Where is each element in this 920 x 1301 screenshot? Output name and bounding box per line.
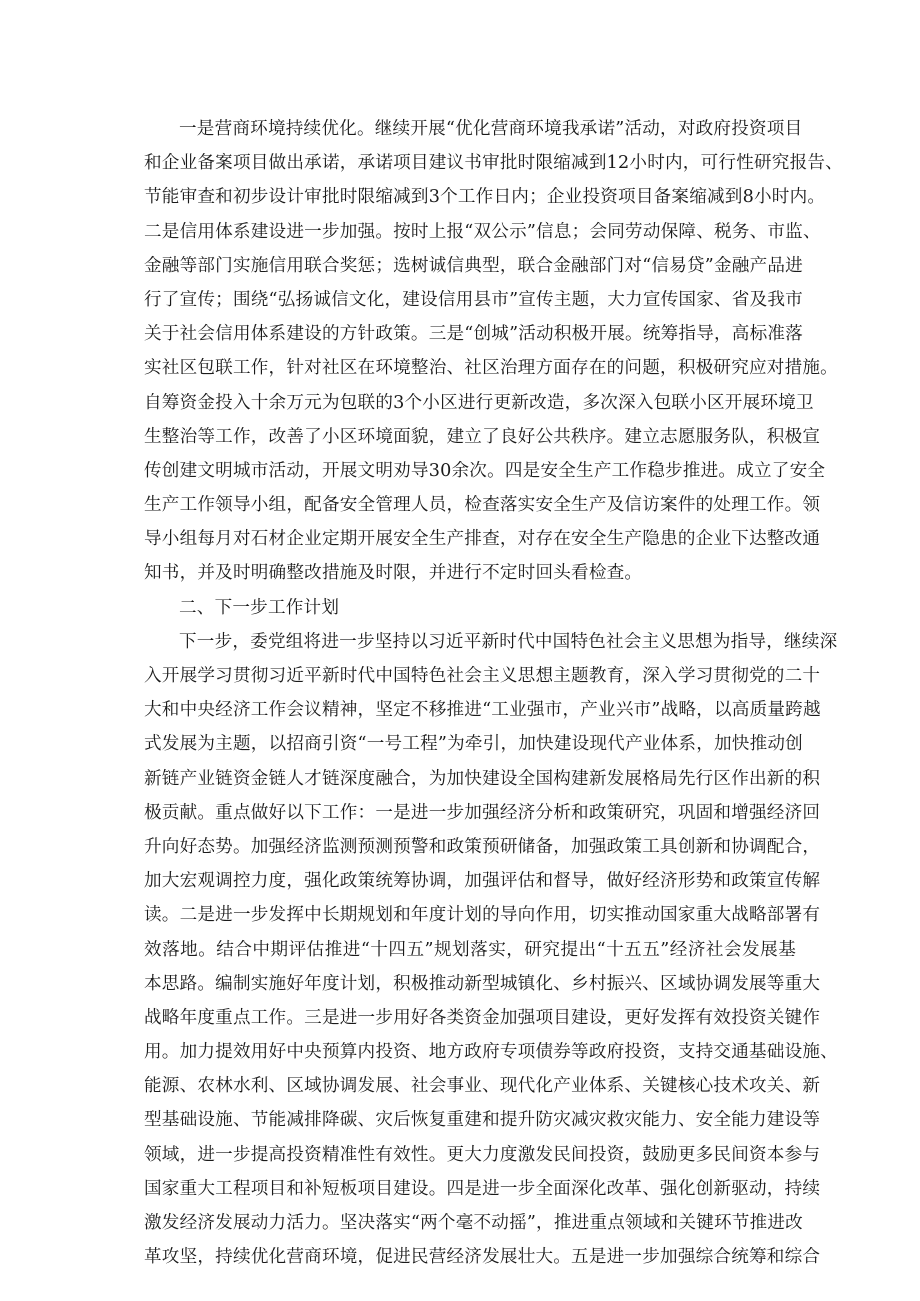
- text-line: 传创建文明城市活动，开展文明劝导30余次。四是安全生产工作稳步推进。成立了安全: [144, 460, 826, 481]
- paragraph-business-environment: [144, 112, 843, 591]
- paragraph-next-steps: [144, 625, 838, 1275]
- text-line: 入开展学习贯彻习近平新时代中国特色社会主义思想主题教育，深入学习贯彻党的二十: [144, 666, 821, 686]
- text-line: 用。加力提效用好中央预算内投资、地方政府专项债券等政府投资，支持交通基础设施、: [144, 1042, 838, 1063]
- text-line: 自筹资金投入十余万元为包联的3个小区进行更新改造，多次深入包联小区开展环境卫: [144, 392, 814, 413]
- text-line: 式发展为主题，以招商引资“一号工程”为牵引，加快建设现代产业体系，加快推动创: [144, 734, 803, 755]
- text-line: 激发经济发展动力活力。坚决落实“两个毫不动摇”，推进重点领域和关键环节推进改: [144, 1213, 803, 1233]
- text-line: 节能审查和初步设计审批时限缩减到3个工作日内；企业投资项目备案缩减到8小时内。: [144, 187, 826, 208]
- text-line: 极贡献。重点做好以下工作：一是进一步加强经济分析和政策研究，巩固和增强经济回: [144, 802, 821, 823]
- text-line: 领域，进一步提高投资精准性有效性。更大力度激发民间投资，鼓励更多民间资本参与: [144, 1144, 821, 1165]
- text-line: 下一步，委党组将进一步坚持以习近平新时代中国特色社会主义思想为指导，继续深: [179, 631, 838, 652]
- text-line: 二是信用体系建设进一步加强。按时上报“双公示”信息；会同劳动保障、税务、市监、: [144, 221, 821, 242]
- text-line: 加大宏观调控力度，强化政策统筹协调，加强评估和督导，做好经济形势和政策宣传解: [144, 871, 821, 892]
- text-line: 本思路。编制实施好年度计划，积极推动新型城镇化、乡村振兴、区域协调发展等重大: [144, 973, 821, 994]
- text-line: 革攻坚，持续优化营商环境，促进民营经济发展壮大。五是进一步加强综合统筹和综合: [144, 1247, 821, 1268]
- text-line: 生整治等工作，改善了小区环境面貌，建立了良好公共秩序。建立志愿服务队，积极宣: [144, 426, 821, 447]
- text-line: 国家重大工程项目和补短板项目建设。四是进一步全面深化改革、强化创新驱动，持续: [144, 1178, 821, 1199]
- document-page: [144, 112, 843, 1274]
- text-line: 新链产业链资金链人才链深度融合，为加快建设全国构建新发展格局先行区作出新的积: [144, 768, 821, 789]
- text-line: 生产工作领导小组，配备安全管理人员，检查落实安全生产及信访案件的处理工作。领: [144, 495, 821, 516]
- text-line: 和企业备案项目做出承诺，承诺项目建议书审批时限缩减到12小时内，可行性研究报告、: [144, 153, 843, 174]
- text-line: 战略年度重点工作。三是进一步用好各类资金加强项目建设，更好发挥有效投资关键作: [144, 1007, 821, 1028]
- text-line: 行了宣传；围绕“弘扬诚信文化，建设信用县市”宣传主题，大力宣传国家、省及我市: [144, 289, 803, 310]
- text-line: 导小组每月对石材企业定期开展安全生产排查，对存在安全生产隐患的企业下达整改通: [144, 529, 821, 550]
- text-line: 知书，并及时明确整改措施及时限，并进行不定时回头看检查。: [144, 563, 643, 584]
- text-line: 型基础设施、节能减排降碳、灾后恢复重建和提升防灾减灾救灾能力、安全能力建设等: [144, 1110, 821, 1131]
- text-line: 金融等部门实施信用联合奖惩；选树诚信典型，联合金融部门对“信易贷”金融产品进: [144, 255, 803, 276]
- text-line: 关于社会信用体系建设的方针政策。三是“创城”活动积极开展。统筹指导，高标准落: [144, 324, 803, 345]
- text-line: 能源、农林水利、区域协调发展、社会事业、现代化产业体系、关键核心技术攻关、新: [144, 1076, 821, 1097]
- text-line: 实社区包联工作，针对社区在环境整治、社区治理方面存在的问题，积极研究应对措施。: [144, 358, 838, 379]
- text-line: 读。二是进一步发挥中长期规划和年度计划的导向作用，切实推动国家重大战略部署有: [144, 905, 821, 926]
- section-heading: 二、下一步工作计划: [179, 597, 340, 618]
- text-line: 效落地。结合中期评估推进“十四五”规划落实，研究提出“十五五”经济社会发展基: [144, 939, 796, 960]
- text-line: 大和中央经济工作会议精神，坚定不移推进“工业强市，产业兴市”战略，以高质量跨越: [144, 700, 821, 721]
- text-line: 一是营商环境持续优化。继续开展“优化营商环境我承诺”活动，对政府投资项目: [179, 119, 803, 139]
- text-line: 升向好态势。加强经济监测预测预警和政策预研储备，加强政策工具创新和协调配合，: [144, 836, 821, 857]
